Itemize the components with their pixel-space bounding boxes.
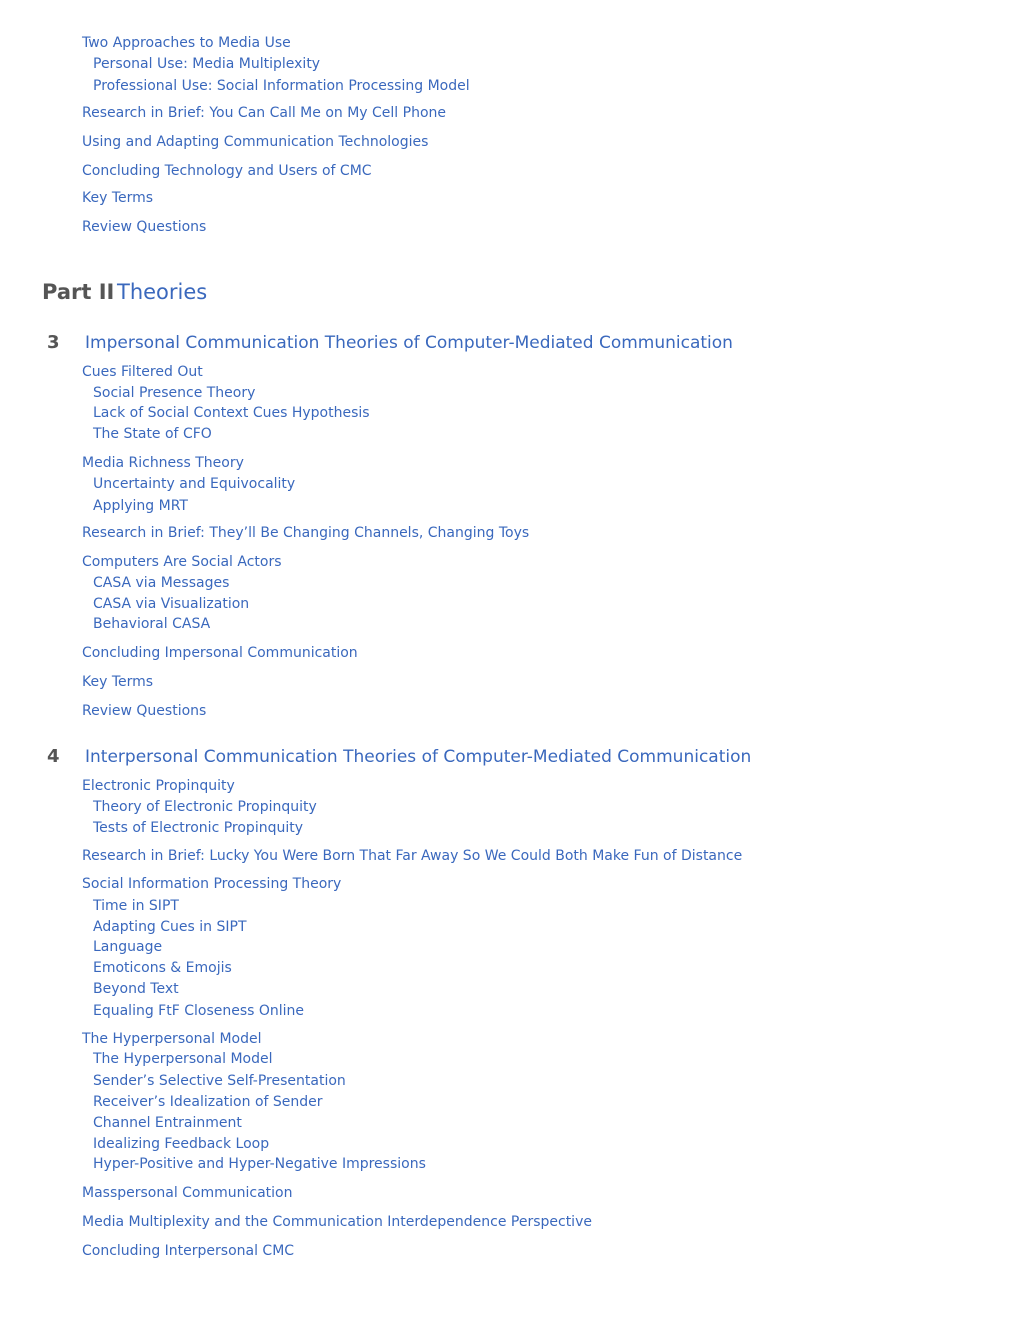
toc-link-media-richness[interactable]: Media Richness Theory xyxy=(82,455,244,471)
toc-link-research-in-brief-channels[interactable]: Research in Brief: They’ll Be Changing Channels, Changing Toys xyxy=(82,525,530,541)
toc-link-personal-use[interactable]: Personal Use: Media Multiplexity xyxy=(93,56,321,72)
toc-link-sender-self-presentation[interactable]: Sender’s Selective Self-Presentation xyxy=(93,1073,346,1089)
toc-link-state-of-cfo[interactable]: The State of CFO xyxy=(93,426,212,442)
toc-link-tests-ep[interactable]: Tests of Electronic Propinquity xyxy=(93,820,303,836)
toc-link-masspersonal[interactable]: Masspersonal Communication xyxy=(82,1185,293,1201)
part-title-theories[interactable]: Theories xyxy=(117,280,208,304)
toc-link-emoticons[interactable]: Emoticons & Emojis xyxy=(93,960,232,976)
toc-link-receiver-idealization[interactable]: Receiver’s Idealization of Sender xyxy=(93,1094,323,1110)
toc-link-research-in-brief-distance[interactable]: Research in Brief: Lucky You Were Born That Far Away So We Could Both Make Fun of Distance xyxy=(82,848,743,864)
toc-link-key-terms-ch3[interactable]: Key Terms xyxy=(82,674,154,690)
toc-link-key-terms-ch2[interactable]: Key Terms xyxy=(82,190,154,206)
chapter-title-3[interactable]: Impersonal Communication Theories of Computer-Mediated Communication xyxy=(85,333,733,353)
toc-link-equaling-ftf[interactable]: Equaling FtF Closeness Online xyxy=(93,1003,305,1019)
chapter-title-4[interactable]: Interpersonal Communication Theories of Computer-Mediated Communication xyxy=(85,747,752,767)
toc-link-language[interactable]: Language xyxy=(93,939,163,955)
toc-link-channel-entrainment[interactable]: Channel Entrainment xyxy=(93,1115,242,1131)
toc-link-sipt[interactable]: Social Information Processing Theory xyxy=(82,876,342,892)
toc-link-electronic-propinquity[interactable]: Electronic Propinquity xyxy=(82,778,235,794)
toc-link-applying-mrt[interactable]: Applying MRT xyxy=(93,498,188,514)
toc-link-hyperpersonal-model[interactable]: The Hyperpersonal Model xyxy=(82,1031,262,1047)
toc-link-time-in-sipt[interactable]: Time in SIPT xyxy=(93,898,179,914)
chapter-number-3: 3 xyxy=(47,332,60,353)
part-label: Part II xyxy=(42,280,115,304)
toc-link-casa-visualization[interactable]: CASA via Visualization xyxy=(93,596,250,612)
toc-link-adapting-cues[interactable]: Adapting Cues in SIPT xyxy=(93,919,247,935)
toc-link-theory-ep[interactable]: Theory of Electronic Propinquity xyxy=(93,799,317,815)
toc-link-two-approaches[interactable]: Two Approaches to Media Use xyxy=(82,35,291,51)
toc-link-research-in-brief-cell-phone[interactable]: Research in Brief: You Can Call Me on My Cell Phone xyxy=(82,105,447,121)
toc-link-hyper-impressions[interactable]: Hyper-Positive and Hyper-Negative Impressions xyxy=(93,1156,426,1172)
toc-link-review-questions-ch2[interactable]: Review Questions xyxy=(82,219,207,235)
toc-link-uncertainty[interactable]: Uncertainty and Equivocality xyxy=(93,476,296,492)
toc-link-casa[interactable]: Computers Are Social Actors xyxy=(82,554,282,570)
chapter-number-4: 4 xyxy=(47,746,60,767)
toc-link-using-adapting[interactable]: Using and Adapting Communication Technologies xyxy=(82,134,429,150)
toc-link-beyond-text[interactable]: Beyond Text xyxy=(93,981,179,997)
toc-link-idealizing-feedback[interactable]: Idealizing Feedback Loop xyxy=(93,1136,270,1152)
toc-link-casa-messages[interactable]: CASA via Messages xyxy=(93,575,230,591)
toc-link-concluding-impersonal[interactable]: Concluding Impersonal Communication xyxy=(82,645,358,661)
toc-link-lack-social-context[interactable]: Lack of Social Context Cues Hypothesis xyxy=(93,405,370,421)
toc-link-concluding-technology[interactable]: Concluding Technology and Users of CMC xyxy=(82,163,372,179)
toc-link-professional-use[interactable]: Professional Use: Social Information Processing Model xyxy=(93,78,470,94)
toc-link-media-multiplexity-cip[interactable]: Media Multiplexity and the Communication Interdependence Perspective xyxy=(82,1214,592,1230)
toc-link-concluding-interpersonal[interactable]: Concluding Interpersonal CMC xyxy=(82,1243,295,1259)
toc-link-behavioral-casa[interactable]: Behavioral CASA xyxy=(93,616,211,632)
toc-link-review-questions-ch3[interactable]: Review Questions xyxy=(82,703,207,719)
toc-link-hyperpersonal-model-sub[interactable]: The Hyperpersonal Model xyxy=(93,1051,273,1067)
toc-link-social-presence[interactable]: Social Presence Theory xyxy=(93,385,256,401)
toc-link-cues-filtered-out[interactable]: Cues Filtered Out xyxy=(82,364,203,380)
